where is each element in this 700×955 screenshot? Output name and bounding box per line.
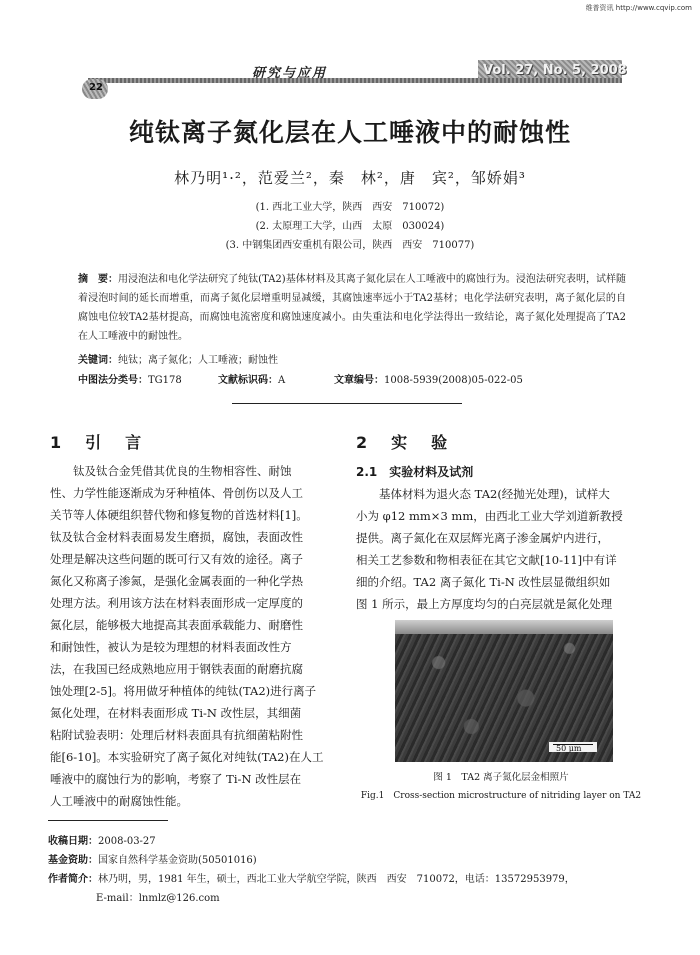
text-line: 处理方法。利用该方法在材料表面形成一定厚度的	[50, 596, 303, 610]
figure-caption-cn: 图 1 TA2 离子氮化层金相照片	[433, 772, 569, 783]
affiliation-3: (3. 中钢集团西安重机有限公司，陕西 西安 710077)	[225, 240, 475, 251]
article-number-label: 文章编号：	[334, 375, 384, 386]
keywords-text: 纯钛；离子氮化；人工唾液；耐蚀性	[118, 355, 278, 366]
received-value: 2008-03-27	[98, 836, 156, 847]
section-2-body	[356, 483, 646, 615]
document-code-label: 文献标识码：	[218, 375, 278, 386]
watermark: 维普资讯 http://www.cqvip.com	[585, 4, 692, 12]
author-email: E-mail：lnmlz@126.com	[96, 893, 220, 904]
text-line: 小为 φ12 mm×3 mm，由西北工业大学刘道新教授	[356, 509, 623, 523]
received-label: 收稿日期：	[48, 836, 98, 847]
text-line: 基体材料为退火态 TA2(经抛光处理)，试样大	[379, 487, 610, 501]
text-line: 钛及钛合金凭借其优良的生物相容性、耐蚀	[73, 464, 292, 478]
text-line: 能[6-10]。本实验研究了离子氮化对纯钛(TA2)在人工	[50, 750, 324, 764]
section-1-heading: 1 引 言	[50, 433, 146, 452]
text-line: 关节等人体硬组织替代物和修复物的首选材料[1]。	[50, 508, 308, 522]
classification-number	[78, 371, 182, 386]
abstract-label: 摘 要：	[78, 274, 119, 285]
abstract-text: 用浸泡法和电化学法研究了纯钛(TA2)基体材料及其离子氮化层在人工唾液中的腐蚀行为。浸泡法研究表明，试样随着浸泡时间的延长而增重，而离子氮化层增重明显减缓，其腐蚀速率远小于TA2基材；电化学法研究表明，离子氮化层的自腐蚀电位较TA2基材提高，而腐蚀电流密度和腐蚀速度减小。由失重法和电化学法得出一致结论，离子氮化处理提高了TA2在人工唾液中的耐蚀性。	[78, 274, 627, 342]
header-rule	[88, 78, 622, 83]
received-date	[48, 832, 156, 847]
section-label: 研究与应用	[252, 66, 328, 81]
text-line: 相关工艺参数和物相表征在其它文献[10-11]中有详	[356, 553, 617, 567]
abstract	[78, 270, 626, 346]
text-line: 图 1 所示，最上方厚度均匀的白亮层就是氮化处理	[356, 597, 613, 611]
section-2-1-heading: 2.1 实验材料及试剂	[356, 465, 474, 479]
article-number-value: 1008-5939(2008)05-022-05	[384, 375, 523, 386]
text-line: 蚀处理[2-5]。将用做牙种植体的纯钛(TA2)进行离子	[50, 684, 317, 698]
author-bio-label: 作者简介：	[48, 874, 98, 885]
text-line: 细的介绍。TA2 离子氮化 Ti-N 改性层显微组织如	[356, 575, 611, 589]
paper-title: 纯钛离子氮化层在人工唾液中的耐蚀性	[128, 118, 571, 147]
volume-label: Vol. 27, No. 5, 2008	[483, 63, 627, 78]
keywords	[78, 351, 278, 366]
author-list: 林乃明¹·²，范爱兰²，秦 林²，唐 宾²，邹娇娟³	[174, 169, 526, 187]
affiliation-2: (2. 太原理工大学，山西 太原 030024)	[255, 221, 445, 232]
text-line: 氮化处理，在材料表面形成 Ti-N 改性层，其细菌	[50, 706, 302, 720]
classification-value: TG178	[148, 375, 182, 386]
section-1-body	[50, 460, 340, 812]
micrograph-image	[395, 620, 613, 762]
text-line: 性、力学性能逐渐成为牙种植体、骨创伤以及人工	[50, 486, 303, 500]
text-line: 和耐蚀性，被认为是较为理想的材料表面改性方	[50, 640, 292, 654]
affiliation-1: (1. 西北工业大学，陕西 西安 710072)	[255, 202, 445, 213]
footnote-rule	[48, 820, 168, 821]
page-number: 22	[89, 82, 103, 93]
section-divider	[232, 403, 462, 404]
text-line: 粘附试验表明：处理后材料表面具有抗细菌粘附性	[50, 728, 303, 742]
text-line: 人工唾液中的耐腐蚀性能。	[50, 794, 188, 808]
scale-bar-label: 50 μm	[556, 744, 582, 753]
classification-label: 中图法分类号：	[78, 375, 148, 386]
text-line: 提供。离子氮化在双层辉光离子渗金属炉内进行，	[356, 531, 609, 545]
author-bio-value: 林乃明，男，1981 年生，硕士，西北工业大学航空学院，陕西 西安 710072，电话：13572953979，	[98, 874, 575, 885]
document-code	[218, 371, 285, 386]
text-line: 处理是解决这些问题的既可行又有效的途径。离子	[50, 552, 303, 566]
text-line: 唾液中的腐蚀行为的影响，考察了 Ti-N 改性层在	[50, 772, 302, 786]
section-2-heading: 2 实 验	[356, 433, 452, 452]
keywords-label: 关键词：	[78, 355, 118, 366]
nitride-layer-band	[395, 620, 613, 634]
text-line: 钛及钛合金材料表面易发生磨损，腐蚀，表面改性	[50, 530, 303, 544]
document-code-value: A	[278, 375, 286, 386]
funding-value: 国家自然科学基金资助(50501016)	[98, 855, 257, 866]
text-line: 法，在我国已经成熟地应用于钢铁表面的耐磨抗腐	[50, 662, 303, 676]
article-number	[334, 371, 523, 386]
funding	[48, 851, 257, 866]
figure-caption-en: Fig.1 Cross-section microstructure of nitriding layer on TA2	[360, 791, 642, 801]
funding-label: 基金资助：	[48, 855, 98, 866]
text-line: 氮化又称离子渗氮，是强化金属表面的一种化学热	[50, 574, 303, 588]
text-line: 氮化层，能够极大地提高其表面承载能力、耐磨性	[50, 618, 303, 632]
author-bio	[48, 870, 575, 885]
